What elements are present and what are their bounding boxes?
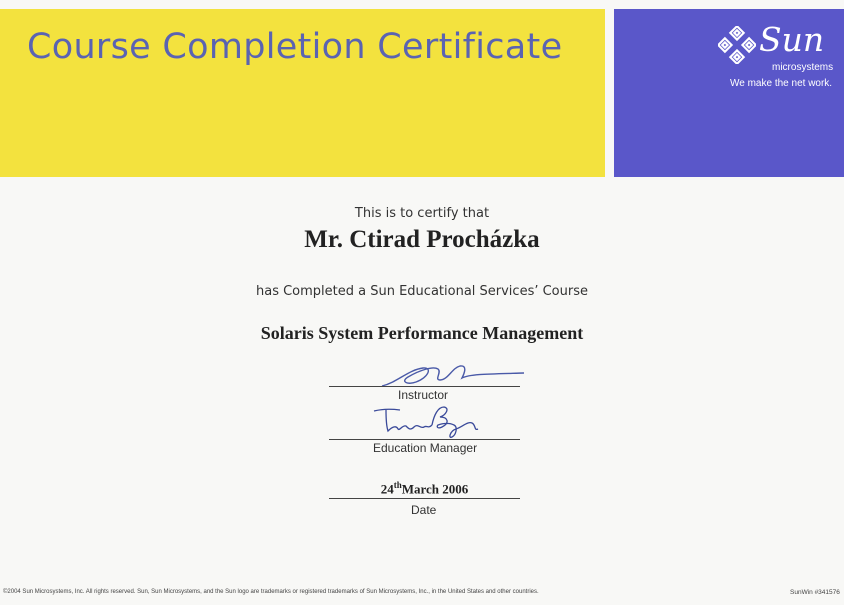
date-label: Date <box>411 503 437 517</box>
sun-subtitle: microsystems <box>772 62 834 73</box>
manager-signature <box>372 401 482 441</box>
instructor-label: Instructor <box>398 388 449 402</box>
manager-label: Education Manager <box>373 441 478 455</box>
manager-signature-line <box>329 439 520 440</box>
sun-wordmark: Sun <box>759 20 825 59</box>
sun-logo-icon <box>718 26 756 64</box>
certify-line: This is to certify that <box>354 206 490 221</box>
date-value <box>329 480 520 497</box>
certificate-title: Course Completion Certificate <box>27 27 563 67</box>
instructor-signature-line <box>329 386 520 387</box>
footer-legal-text: ©2004 Sun Microsystems, Inc. All rights reserved. Sun, Sun Microsystems, and the Sun logo are trademarks or registered trademarks of Sun Microsystems, Inc., in the United States and other countries. <box>3 589 539 595</box>
date-month-year: March 2006 <box>401 481 469 497</box>
date-line <box>329 498 520 499</box>
sun-tagline: We make the net work. <box>730 78 833 89</box>
completed-line: has Completed a Sun Educational Services’ Course <box>255 284 588 299</box>
date-day: 24 <box>380 481 394 497</box>
recipient-name: Mr. Ctirad Procházka <box>304 226 540 253</box>
footer-document-id: SunWin #341576 <box>790 589 840 596</box>
date-suffix: th <box>393 480 402 490</box>
course-name: Solaris System Performance Management <box>260 323 584 343</box>
